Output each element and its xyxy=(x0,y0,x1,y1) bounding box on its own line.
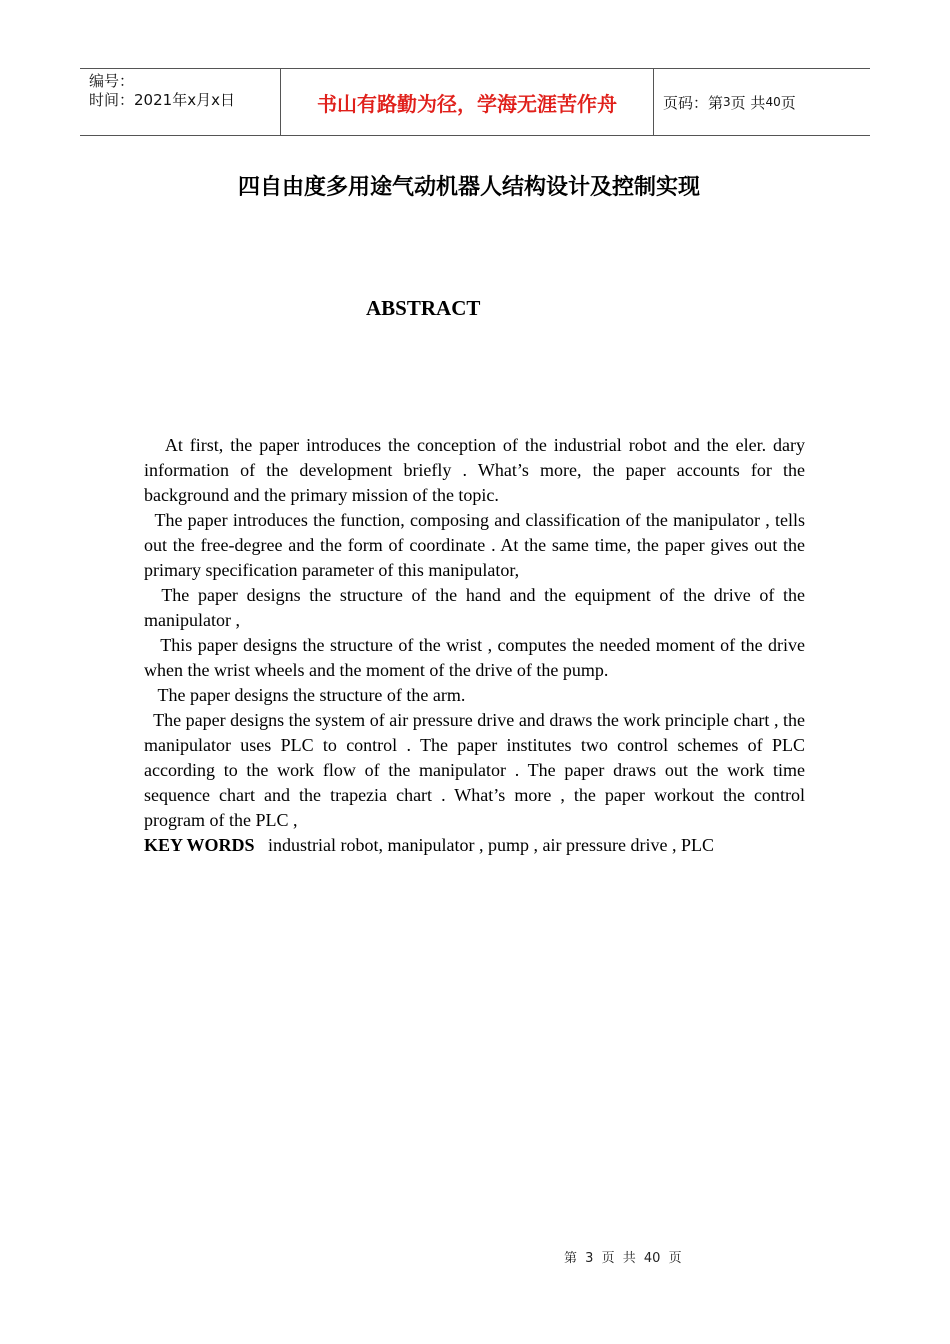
abstract-body xyxy=(144,433,805,858)
paragraph: This paper designs the structure of the wrist , computes the needed moment of the drive when the wrist wheels and the moment of the drive of the pump. xyxy=(144,635,805,680)
motto-text: 书山有路勤为径，学海无涯苦作舟 xyxy=(317,91,617,116)
time-value: 2021年x月x日 xyxy=(134,91,235,109)
paragraph: The paper designs the system of air pressure drive and draws the work principle chart , the manipulator uses PLC to control . The paper institutes two control schemes of PLC according to the work flow of the manipulator . The paper draws out the work time sequence chart and the trapezia chart . What’s more , the paper workout the control program of the PLC , xyxy=(144,710,805,830)
page-mid: 页 共 xyxy=(730,93,766,112)
keywords-text: industrial robot, manipulator , pump , air pressure drive , PLC xyxy=(268,835,714,855)
motto-cell xyxy=(281,69,654,135)
document-title: 四自由度多用途气动机器人结构设计及控制实现 xyxy=(238,175,701,200)
page-number-cell xyxy=(654,69,870,135)
footer-current: 3 xyxy=(585,1251,594,1266)
footer-ye2: 页 xyxy=(668,1251,682,1266)
keywords-line xyxy=(144,833,805,858)
paragraph: The paper designs the structure of the hand and the equipment of the drive of the manipulator , xyxy=(144,585,805,630)
header-info-cell xyxy=(80,69,281,135)
paragraph: At first, the paper introduces the conception of the industrial robot and the eler. dary information of the development briefly . What’s more, the paper accounts for the background and the primary mission of the topic. xyxy=(144,435,805,505)
time-label: 时间： xyxy=(89,91,135,109)
page-prefix: 页码：第 xyxy=(663,93,724,112)
page-total: 40 xyxy=(765,95,781,109)
page-current: 3 xyxy=(723,95,731,109)
abstract-heading: ABSTRACT xyxy=(366,296,481,320)
footer-total: 40 xyxy=(643,1251,661,1266)
time-line xyxy=(89,91,280,110)
footer-di: 第 xyxy=(564,1251,578,1266)
footer-gong: 共 xyxy=(622,1251,636,1266)
footer-ye1: 页 xyxy=(601,1251,615,1266)
keywords-label: KEY WORDS xyxy=(144,835,255,855)
number-label: 编号： xyxy=(89,72,135,90)
page-suffix: 页 xyxy=(780,93,796,112)
page-footer xyxy=(0,1247,950,1266)
page-header xyxy=(80,68,870,136)
paragraph: The paper introduces the function, composing and classification of the manipulator , tells out the free-degree and the form of coordinate . At the same time, the paper gives out the primary specification parameter of this manipulator, xyxy=(144,510,805,580)
paragraph: The paper designs the structure of the arm. xyxy=(144,685,466,705)
